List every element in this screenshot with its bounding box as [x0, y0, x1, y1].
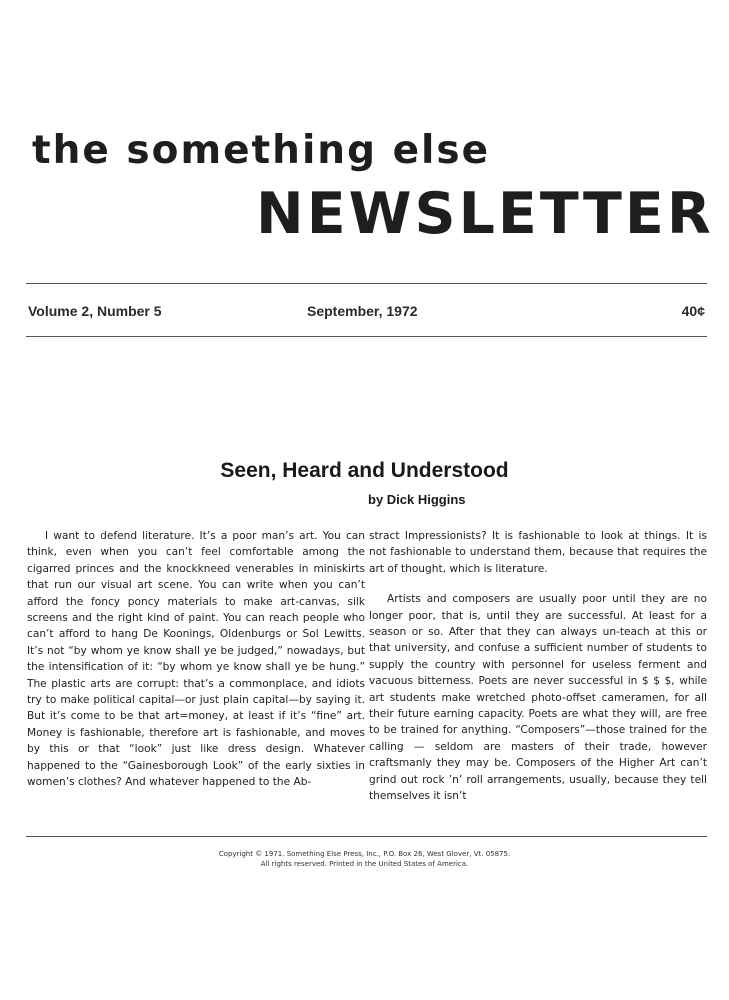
top-rule — [26, 283, 707, 284]
article-right-column — [369, 528, 707, 805]
article-byline: by Dick Higgins — [368, 492, 466, 507]
footer-rule — [26, 836, 707, 837]
article-left-column — [27, 528, 365, 791]
paragraph: I want to defend literature. It’s a poor man’s art. You can think, even when you can’t feel comfortable among the cigarred princes and the knockkneed venerables in miniskirts that run our visual art scene. You can write when you can’t afford the foncy poncy materials to make art-canvas, silk screens and the right kind of paint. You can reach people who can’t afford to hang De Koonings, Oldenburgs or Sol Lewitts. It’s not “by whom ye know shall ye be judged,” nowadays, but the intensification of it: “by whom ye know shall ye be hung.” The plastic arts are corrupt: that’s a commonplace, and idiots try to make political capital—or just plain capital—by saying it. But it’s come to be that art=money, at least if it’s “fine” art. Money is fashionable, therefore art is fashionable, and moves by this or that “look” just like dress design. Whatever happened to the “Gainesborough Look” of the early sixties in women’s clothes? And whatever happened to the Ab- — [27, 530, 365, 789]
masthead-title-line2: NEWSLETTER — [256, 181, 714, 247]
paragraph: stract Impressionists? It is fashionable to look at things. It is not fashionable to understand them, because that requires the art of thought, which is literature. — [369, 530, 707, 575]
issue-date: September, 1972 — [307, 303, 418, 319]
paragraph: Artists and composers are usually poor until they are no longer poor, that is, until they are successful. At least for a season or so. After that they can always un-teach at this or that university, and confuse a sufficient number of students to supply the country with personnel for useless ferment and vacuous bitterness. Poets are never successful in $ $ $, while art students make wretched photo-offset cameramen, for all their future earning capacity. Poets are what they will, are free to be trained for anything. “Composers”—those trained for the calling — seldom are masters of their trade, however craftsmanly they may be. Composers of the Higher Art can’t grind out rock ’n’ roll arrangements, usually, because they tell themselves it isn’t — [369, 593, 707, 803]
article-title: Seen, Heard and Understood — [220, 459, 509, 482]
issue-price: 40¢ — [681, 303, 705, 319]
masthead-title-line1: the something else — [32, 128, 491, 173]
issue-rule — [26, 336, 707, 337]
copyright-notice — [0, 849, 729, 869]
copyright-line: Copyright © 1971. Something Else Press, Inc., P.O. Box 26, West Glover, Vt. 05875. — [218, 850, 511, 858]
copyright-line: All rights reserved. Printed in the United States of America. — [260, 860, 469, 868]
issue-volume: Volume 2, Number 5 — [28, 303, 162, 319]
